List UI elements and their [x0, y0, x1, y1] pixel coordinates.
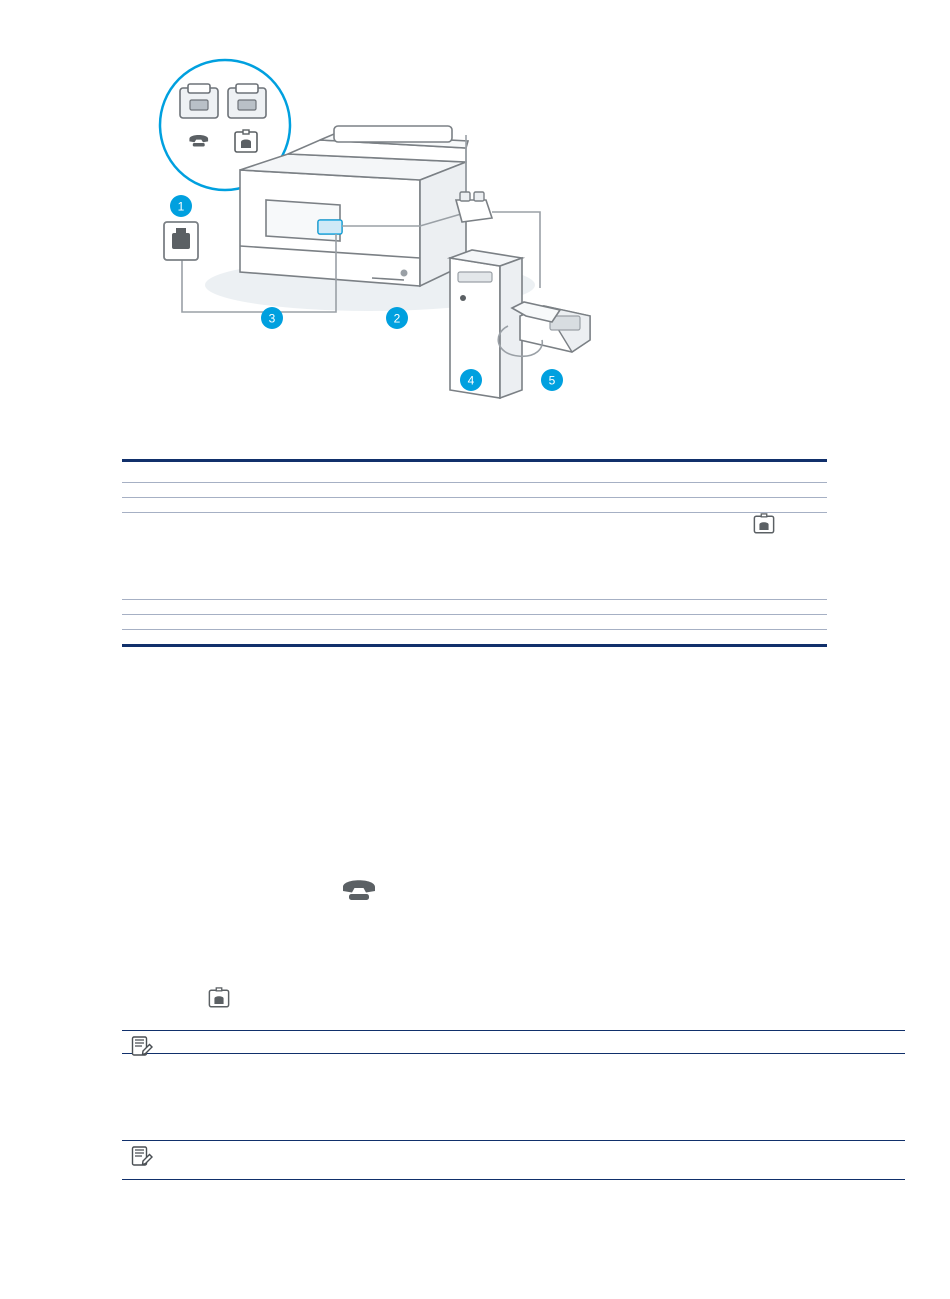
table-row [122, 630, 827, 646]
table-cell-value [280, 498, 827, 512]
table-cell-value [280, 483, 827, 497]
svg-text:4: 4 [467, 373, 475, 388]
table-cell-value [280, 468, 827, 482]
svg-text:5: 5 [548, 373, 556, 388]
table-row [122, 513, 827, 600]
computer-tower [450, 250, 522, 398]
printer-fax-connection-diagram [120, 40, 760, 420]
table-cell-label [122, 468, 280, 482]
note-1 [122, 1030, 905, 1054]
callout-2 [386, 307, 408, 329]
table-cell-value [280, 600, 827, 614]
callout-1 [170, 195, 192, 217]
table-cell-label [122, 498, 280, 512]
body-paragraph-3 [122, 1082, 905, 1132]
table-cell-value [280, 630, 827, 644]
table-cell-value [280, 513, 827, 599]
svg-text:1: 1 [177, 199, 185, 214]
body-paragraph-2 [122, 920, 905, 980]
telephone-wall-jack [164, 222, 198, 260]
svg-text:2: 2 [393, 311, 401, 326]
callout-5 [541, 369, 563, 391]
table-cell-label [122, 630, 280, 644]
table-cell-value [280, 615, 827, 629]
callout-4 [460, 369, 482, 391]
note-2 [122, 1140, 905, 1180]
figure-legend-table [122, 459, 827, 647]
line-port-icon [235, 130, 257, 152]
table-row [122, 468, 827, 483]
table-row [122, 600, 827, 615]
callout-3 [261, 307, 283, 329]
table-row [122, 483, 827, 498]
table-cell-label [122, 513, 280, 599]
line-port-icon [753, 513, 775, 535]
table-row [122, 615, 827, 630]
note-text [122, 1031, 905, 1053]
body-paragraph-1 [122, 770, 905, 860]
table-header-rule [122, 461, 827, 469]
phone-port-icon [340, 876, 378, 909]
table-cell-label [122, 615, 280, 629]
printer-port-highlight [318, 220, 342, 234]
table-cell-label [122, 600, 280, 614]
note-text [122, 1141, 905, 1179]
table-cell-label [122, 483, 280, 497]
line-port-icon [208, 986, 230, 1015]
note-pencil-icon [130, 1034, 154, 1058]
parallel-splitter [456, 192, 492, 222]
note-pencil-icon [130, 1144, 154, 1168]
svg-text:3: 3 [268, 311, 276, 326]
table-row [122, 498, 827, 513]
